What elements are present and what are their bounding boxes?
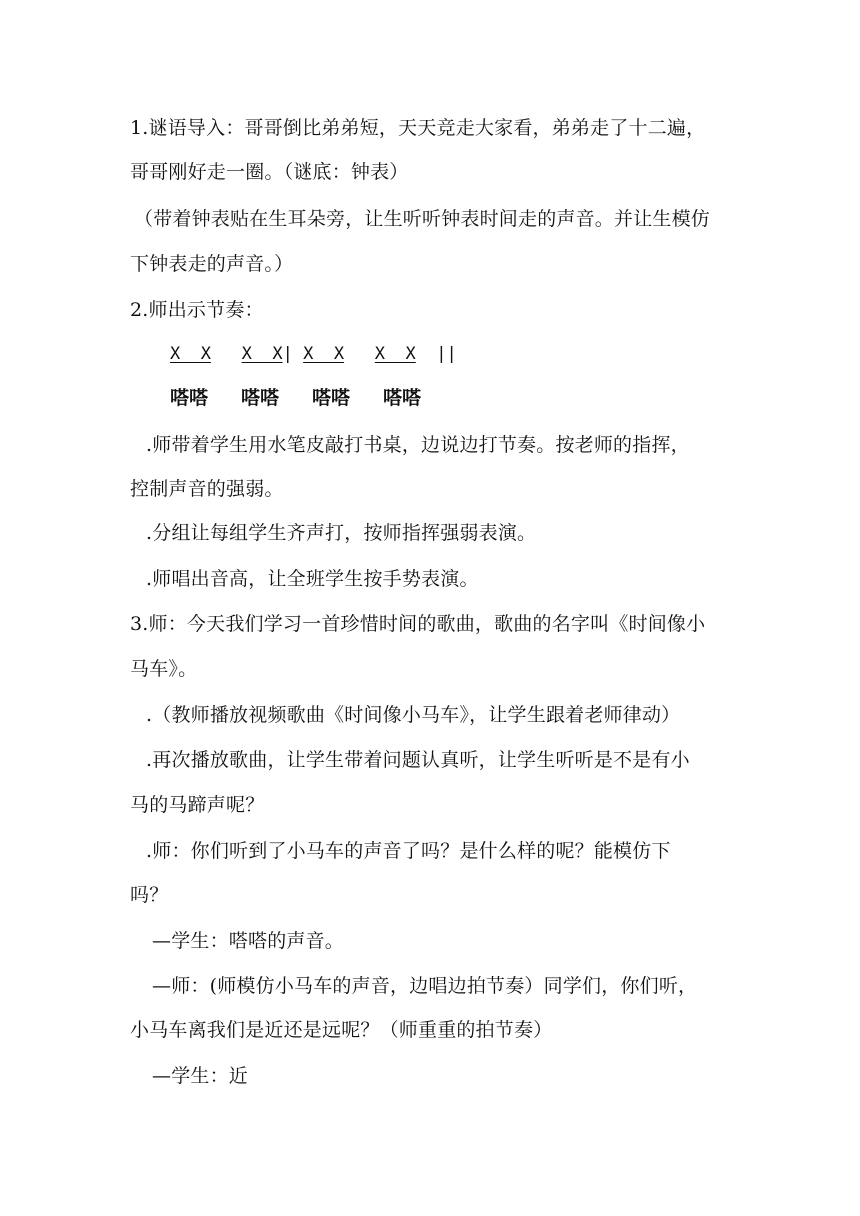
paragraph-clock-line-1: （带着钟表贴在生耳朵旁，让生听听钟表时间走的声音。并让生模仿 (134, 208, 711, 230)
dialogue-student-2: —学生：近 (152, 1065, 249, 1087)
rhythm-syllables (170, 386, 454, 410)
paragraph-clock-line-2: 下钟表走的声音。） (130, 253, 294, 275)
paragraph-song-line-1: 3.师：今天我们学习一首珍惜时间的歌曲，歌曲的名字叫《时间像小 (130, 613, 706, 635)
dialogue-student-1: —学生：嗒嗒的声音。 (152, 930, 345, 952)
dialogue-teacher-line-2: 小马车离我们是近还是远呢？（师重重的拍节奏） (130, 1019, 553, 1041)
rhythm-note-4: X X (374, 344, 416, 364)
syllable-1: 嗒嗒 (170, 387, 209, 409)
paragraph-group: .分组让每组学生齐声打，按师指挥强弱表演。 (146, 522, 537, 544)
paragraph-tap-line-1: .师带着学生用水笔皮敲打书桌，边说边打节奏。按老师的指挥， (146, 434, 690, 456)
paragraph-question-line-2: 吗？ (130, 884, 169, 906)
rhythm-note-3: X X (303, 344, 345, 364)
paragraph-riddle-line-1: 1.谜语导入：哥哥倒比弟弟短，天天竞走大家看，弟弟走了十二遍， (130, 117, 706, 139)
rhythm-note-2: X X (241, 344, 283, 364)
syllable-2: 嗒嗒 (241, 387, 280, 409)
paragraph-tap-line-2: 控制声音的强弱。 (130, 478, 284, 500)
syllable-4: 嗒嗒 (383, 387, 422, 409)
paragraph-song-line-2: 马车》。 (130, 658, 198, 680)
paragraph-riddle-line-2: 哥哥刚好走一圈。（谜底：钟表） (130, 161, 409, 183)
paragraph-replay-line-2: 马的马蹄声呢？ (130, 794, 265, 816)
rhythm-notation (170, 343, 457, 365)
section-rhythm-heading: 2.师出示节奏： (130, 299, 264, 321)
rhythm-note-1: X X (170, 344, 211, 364)
dialogue-teacher-line-1: —师：(师模仿小马车的声音，边唱边拍节奏）同学们，你们听， (152, 975, 698, 997)
paragraph-video: .（教师播放视频歌曲《时间像小马车》，让学生跟着老师律动） (146, 704, 681, 726)
paragraph-replay-line-1: .再次播放歌曲，让学生带着问题认真听，让学生听听是不是有小 (146, 749, 690, 771)
bar-line: | (282, 344, 293, 364)
syllable-3: 嗒嗒 (312, 387, 351, 409)
end-bar-line: || (436, 344, 457, 364)
paragraph-pitch: .师唱出音高，让全班学生按手势表演。 (146, 568, 479, 590)
paragraph-question-line-1: .师：你们听到了小马车的声音了吗？是什么样的呢？能模仿下 (146, 840, 671, 862)
